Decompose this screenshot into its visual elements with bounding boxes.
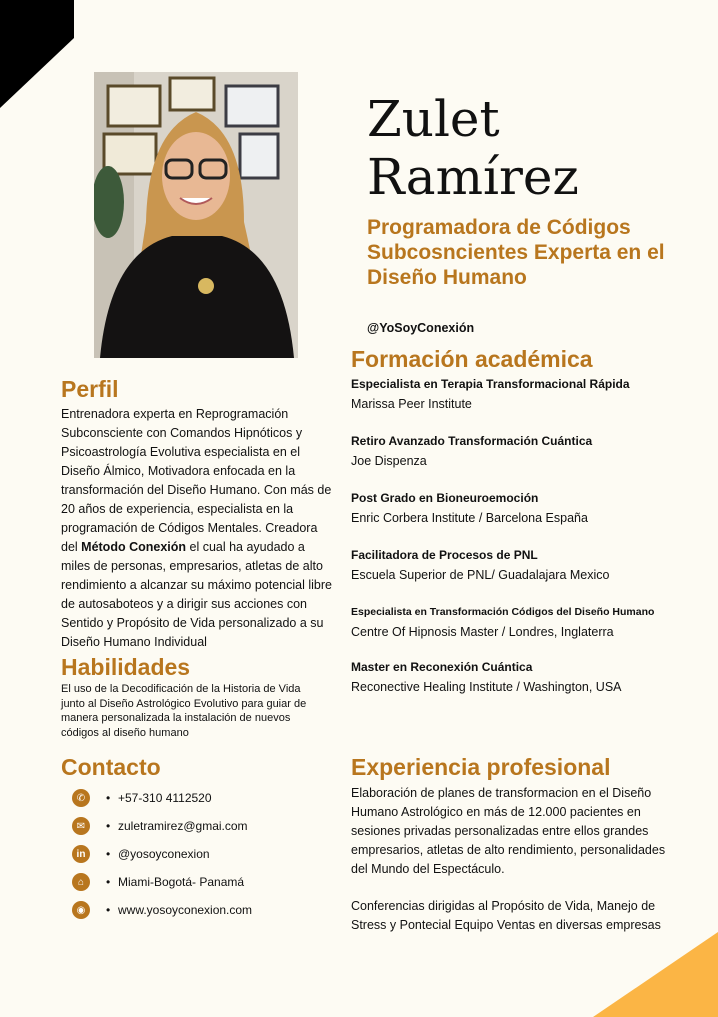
email-icon: ✉ bbox=[72, 817, 90, 835]
contact-email[interactable]: ✉ • zuletramirez@gmai.com bbox=[72, 816, 332, 836]
experiencia-paragraph-2: Conferencias dirigidas al Propósito de Vida, Manejo de Stress y Pontecial Equipo Ventas en diversas empresas bbox=[351, 899, 661, 932]
education-title: Facilitadora de Procesos de PNL bbox=[351, 548, 538, 562]
perfil-heading: Perfil bbox=[61, 376, 119, 402]
education-institution: Marissa Peer Institute bbox=[351, 397, 472, 411]
contact-website[interactable]: ◉ • www.yosoyconexion.com bbox=[72, 900, 332, 920]
habilidades-text: El uso de la Decodificación de la Historia de Vida junto al Diseño Astrológico Evolutivo para guiar de manera personalizada la instalación de nuevos códigos al diseño humano bbox=[61, 683, 307, 739]
education-title: Especialista en Terapia Transformacional Rápida bbox=[351, 377, 630, 391]
first-name: Zulet bbox=[367, 90, 500, 148]
phone-icon: ✆ bbox=[72, 789, 90, 807]
education-institution: Reconective Healing Institute / Washington, USA bbox=[351, 680, 622, 694]
experiencia-paragraph-1: Elaboración de planes de transformacion en el Diseño Humano Astrológico en más de 12.000 pacientes en sesiones privadas personalizadas entre ellos grandes empresarios, atletas de alto rendimiento, personalidades del Mundo del Espectáculo. bbox=[351, 786, 666, 876]
education-institution: Enric Corbera Institute / Barcelona España bbox=[351, 511, 588, 525]
website-value: www.yosoyconexion.com bbox=[118, 903, 253, 917]
education-item bbox=[351, 433, 701, 470]
contacto-heading: Contacto bbox=[61, 754, 161, 780]
formacion-heading: Formación académica bbox=[351, 346, 593, 372]
phone-value: +57-310 4112520 bbox=[118, 791, 212, 805]
education-item bbox=[351, 490, 701, 527]
profile-photo bbox=[94, 72, 298, 358]
linkedin-icon: in bbox=[72, 845, 90, 863]
contact-location: ⌂ • Miami-Bogotá- Panamá bbox=[72, 872, 332, 892]
education-institution: Centre Of Hipnosis Master / Londres, Inglaterra bbox=[351, 625, 614, 639]
habilidades-heading: Habilidades bbox=[61, 654, 191, 680]
contact-phone[interactable]: ✆ • +57-310 4112520 bbox=[72, 788, 332, 808]
education-title: Retiro Avanzado Transformación Cuántica bbox=[351, 434, 593, 448]
full-name bbox=[367, 90, 697, 206]
education-institution: Joe Dispenza bbox=[351, 454, 427, 468]
education-item bbox=[351, 547, 701, 584]
social-handle: @YoSoyConexión bbox=[367, 321, 475, 335]
education-title: Post Grado en Bioneuroemoción bbox=[351, 491, 539, 505]
experiencia-text bbox=[351, 784, 681, 935]
method-name: Método Conexión bbox=[81, 540, 187, 554]
education-item bbox=[351, 604, 701, 641]
corner-shape-top-left bbox=[0, 0, 80, 110]
experiencia-heading: Experiencia profesional bbox=[351, 754, 611, 780]
perfil-text: Entrenadora experta en Reprogramación Subconsciente con Comandos Hipnóticos y Psicoastrología Evolutiva especialista en el Diseño Álmico, Motivadora enfocada en la transformación del Diseño Humano. Con más de 20 años de experiencia, especialista en la programación de Códigos Mentales. Creadora del Método Conexión el cual ha ayudado a miles de personas, empresarios, atletas de alto rendimiento a alcanzar su máximo potencial libre de autosaboteos y a dirigir sus acciones con Sentido y Propósito de Vida personalizado a su Diseño Humano Individual bbox=[61, 407, 332, 649]
education-institution: Escuela Superior de PNL/ Guadalajara Mexico bbox=[351, 568, 610, 582]
last-name: Ramírez bbox=[367, 148, 579, 206]
contact-linkedin[interactable]: in • @yosoyconexion bbox=[72, 844, 332, 864]
location-value: Miami-Bogotá- Panamá bbox=[118, 875, 245, 889]
job-title: Programadora de Códigos Subcosncientes Experta en el Diseño Humano bbox=[367, 216, 665, 289]
corner-shape-bottom-right bbox=[593, 932, 718, 1017]
home-icon: ⌂ bbox=[72, 873, 90, 891]
linkedin-value: @yosoyconexion bbox=[118, 847, 210, 861]
education-item bbox=[351, 376, 701, 413]
email-value: zuletramirez@gmai.com bbox=[118, 819, 248, 833]
education-title: Master en Reconexión Cuántica bbox=[351, 660, 533, 674]
education-item bbox=[351, 659, 701, 696]
globe-icon: ◉ bbox=[72, 901, 90, 919]
education-title: Especialista en Transformación Códigos del Diseño Humano bbox=[351, 606, 655, 618]
